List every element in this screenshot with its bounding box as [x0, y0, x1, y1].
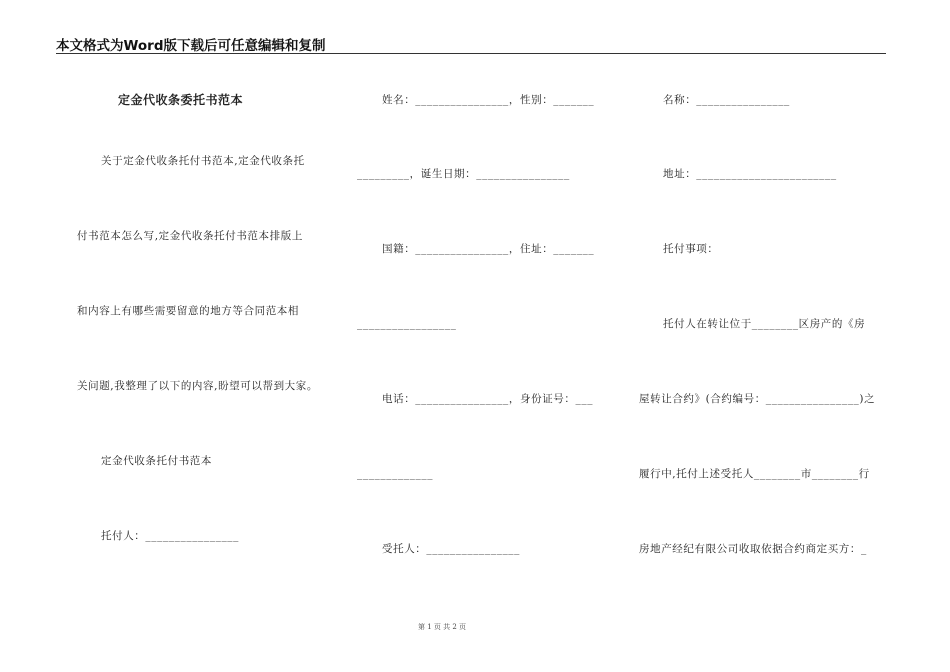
paragraph-line: 和内容上有哪些需要留意的地方等合同范本相 — [77, 305, 299, 317]
paragraph-line: 房地产经纪有限公司收取依据合约商定买方：_ — [639, 543, 867, 555]
paragraph-line: 履行中,托付上述受托人________市________行 — [639, 468, 870, 480]
id-continuation: _____________ — [357, 468, 434, 480]
principal-field: 托付人：________________ — [101, 530, 239, 542]
paragraph-line: 付书范本怎么写,定金代收条托付书范本排版上 — [77, 230, 303, 242]
section-heading: 定金代收条托付书范本 — [101, 455, 212, 467]
paragraph-line: 关于定金代收条托付书范本,定金代收条托 — [101, 155, 305, 167]
paragraph-line: 屋转让合约》(合约编号：________________)之 — [639, 393, 876, 405]
paragraph-line: 托付人在转让位于________区房产的《房 — [663, 318, 866, 330]
name-gender-field: 姓名：________________，性别：_______ — [382, 94, 595, 106]
entrusted-matters-heading: 托付事项： — [663, 243, 719, 255]
nationality-address-field: 国籍：________________，住址：_______ — [382, 243, 595, 255]
document-header: 本文格式为Word版下载后可任意编辑和复制 — [56, 38, 326, 54]
paragraph-line: 关问题,我整理了以下的内容,盼望可以帮到大家。 — [77, 380, 318, 392]
phone-id-field: 电话：________________，身份证号：___ — [382, 393, 594, 405]
address-continuation: _________________ — [357, 318, 457, 330]
agent-field: 受托人：________________ — [382, 543, 520, 555]
page-number: 第 1 页 共 2 页 — [417, 623, 467, 631]
company-address-field: 地址：________________________ — [663, 168, 837, 180]
birthdate-field: _________，诞生日期：________________ — [357, 168, 570, 180]
document-title: 定金代收条委托书范本 — [118, 93, 244, 107]
header-divider — [56, 53, 886, 54]
company-name-field: 名称：________________ — [663, 94, 790, 106]
